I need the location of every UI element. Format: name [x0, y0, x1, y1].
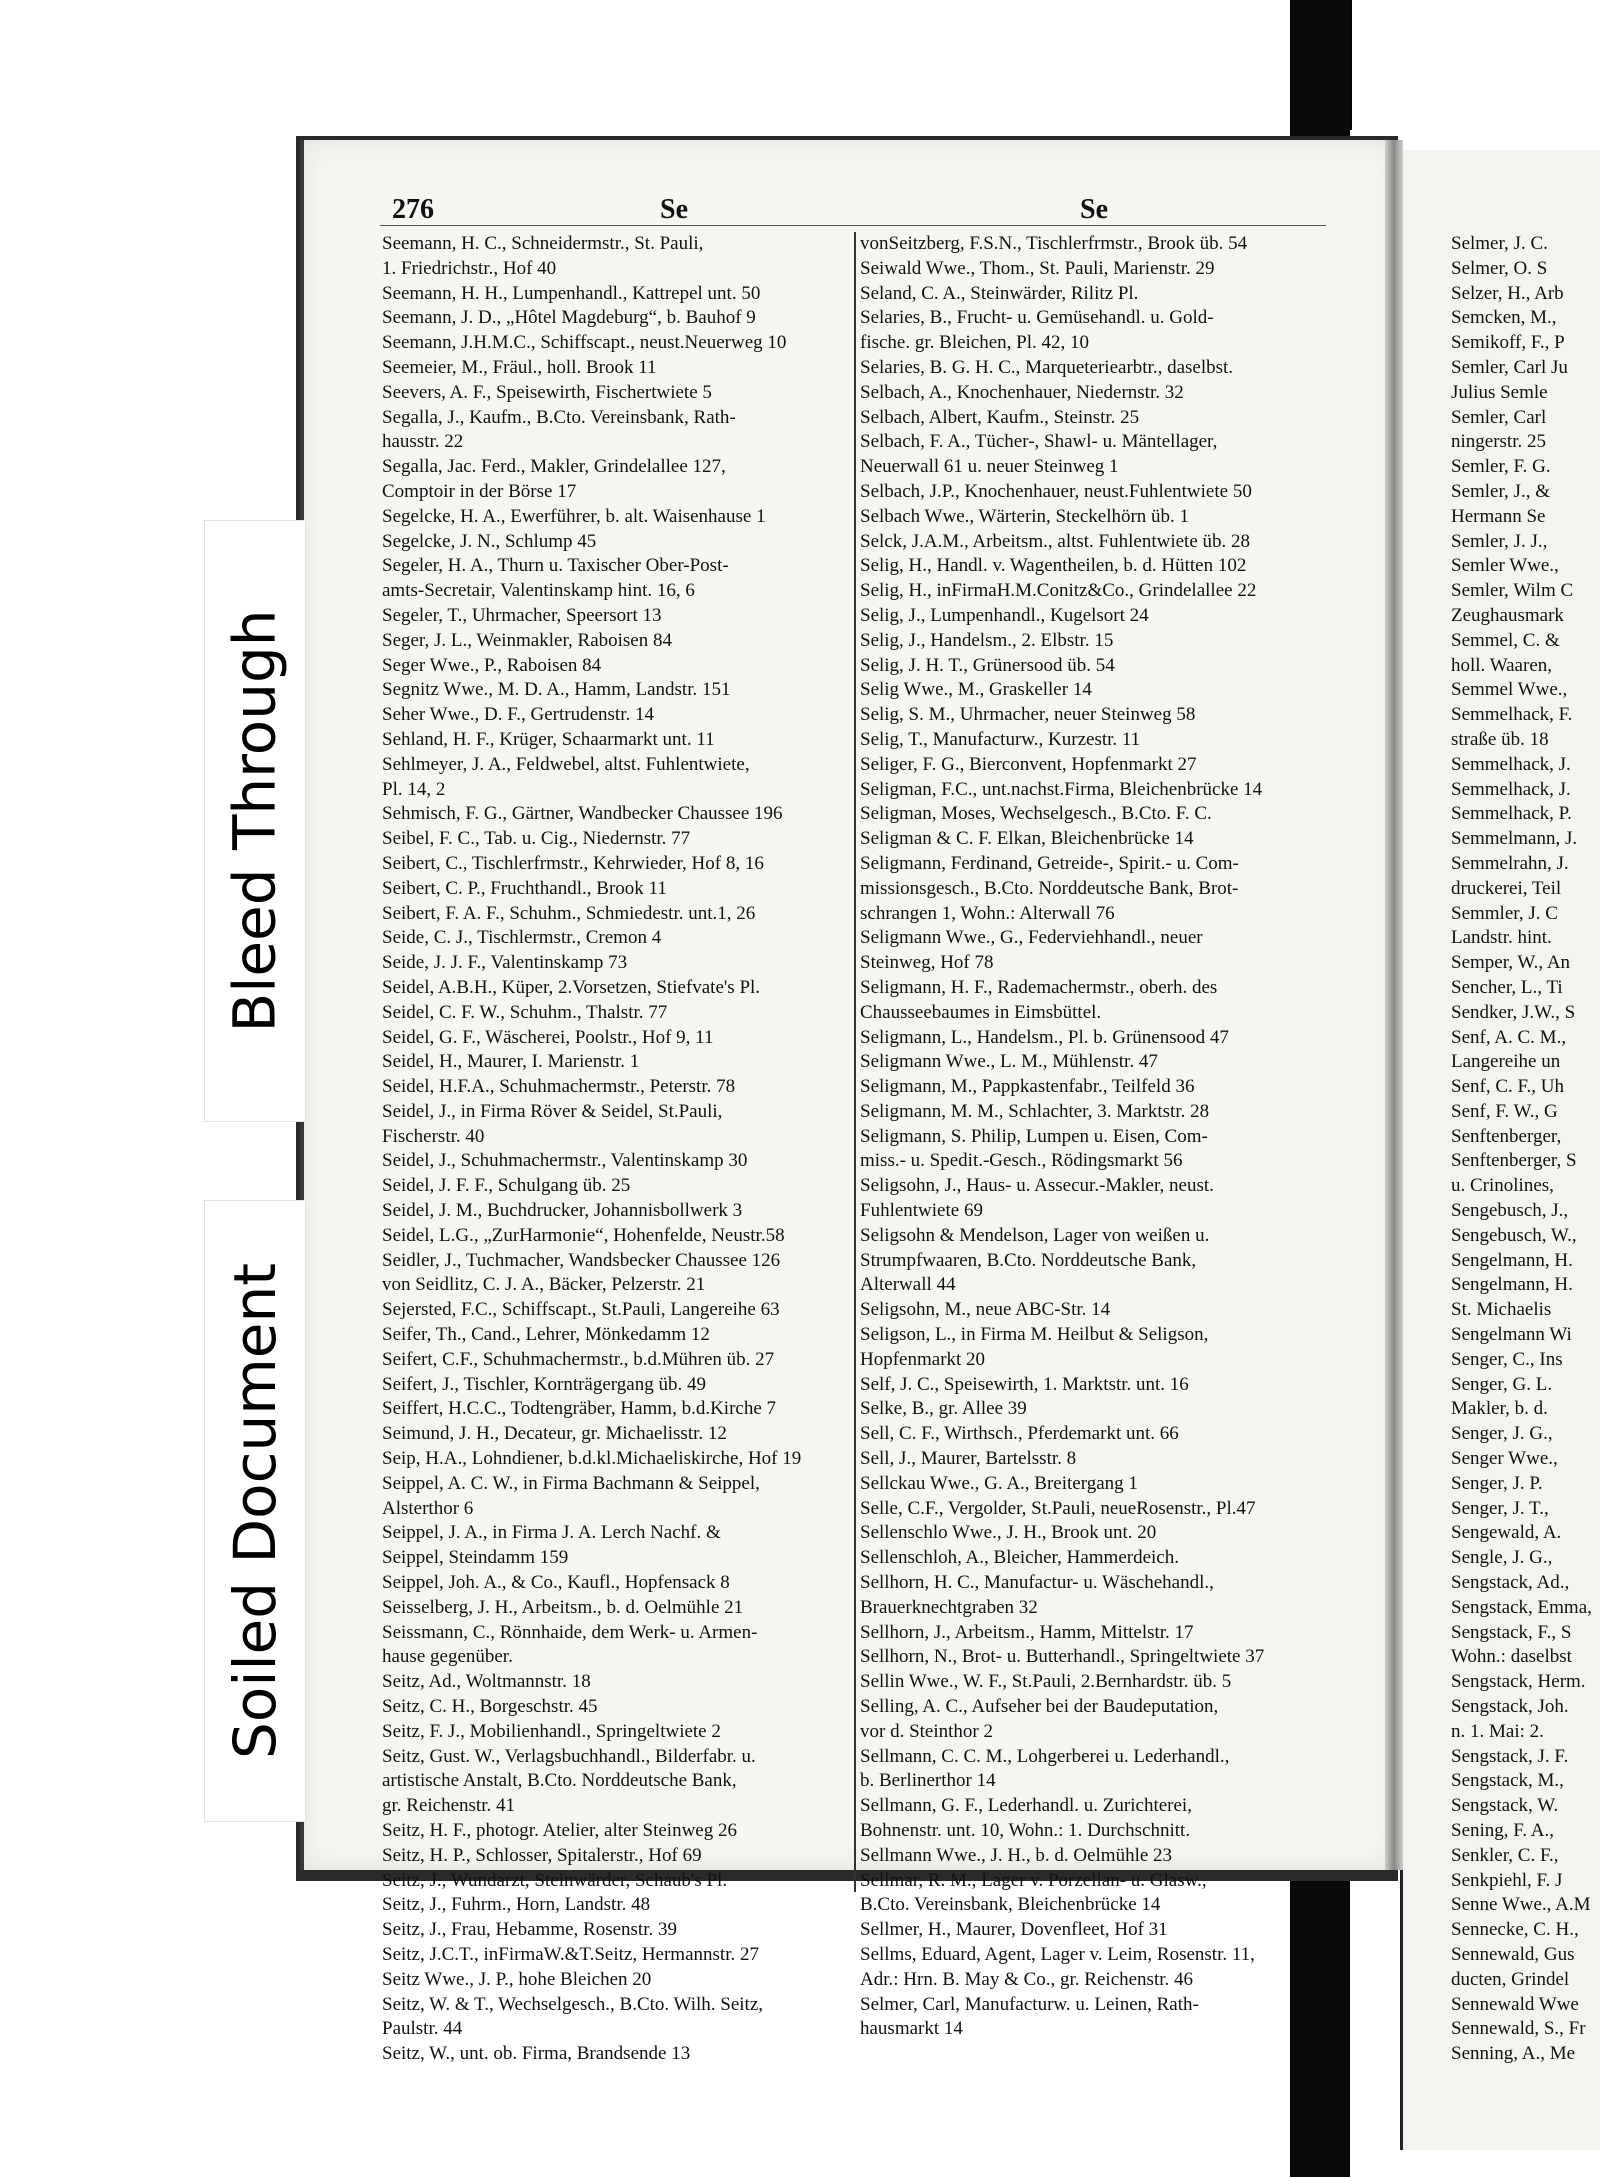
directory-entry-line: Semmelhack, J.	[1451, 778, 1571, 800]
directory-entry-line: Seevers, A. F., Speisewirth, Fischertwiete 5	[382, 381, 712, 403]
directory-entry-line: Seide, C. J., Tischlermstr., Cremon 4	[382, 927, 662, 949]
directory-entry-line: Semmelhack, J.	[1451, 753, 1571, 775]
directory-entry-line: Makler, b. d.	[1451, 1398, 1548, 1420]
directory-entry-line: Seimund, J. H., Decateur, gr. Michaelisstr. 12	[382, 1423, 727, 1445]
directory-entry-line: Seemeier, M., Fräul., holl. Brook 11	[382, 356, 657, 378]
directory-entry-line: Neuerwall 61 u. neuer Steinweg 1	[860, 456, 1119, 478]
directory-entry-line: Selig, J., Lumpenhandl., Kugelsort 24	[860, 604, 1149, 626]
directory-entry-line: Seitz, W., unt. ob. Firma, Brandsende 13	[382, 2043, 691, 2065]
directory-entry-line: Seligmann, H. F., Rademachermstr., oberh. des	[860, 976, 1218, 998]
directory-entry-line: Seidel, J., in Firma Röver & Seidel, St.Pauli,	[382, 1100, 723, 1122]
directory-entry-line: Seip, H.A., Lohndiener, b.d.kl.Michaeliskirche, Hof 19	[382, 1448, 802, 1470]
directory-entry-line: Seidel, G. F., Wäscherei, Poolstr., Hof 9, 11	[382, 1026, 714, 1048]
page-number: 276	[392, 194, 434, 225]
directory-entry-line: Seitz, J., Frau, Hebamme, Rosenstr. 39	[382, 1919, 677, 1941]
directory-entry-line: Sellms, Eduard, Agent, Lager v. Leim, Rosenstr. 11,	[860, 1943, 1255, 1965]
directory-entry-line: Sehmisch, F. G., Gärtner, Wandbecker Chaussee 196	[382, 803, 783, 825]
directory-entry-line: Sengelmann, H.	[1451, 1274, 1573, 1296]
directory-entry-line: Sell, C. F., Wirthsch., Pferdemarkt unt. 66	[860, 1423, 1179, 1445]
directory-entry-line: Seitz, J., Wundarzt, Steinwärder, Schaub's Pl.	[382, 1869, 728, 1891]
directory-entry-line: Zeughausmark	[1451, 604, 1564, 626]
directory-entry-line: Senger, C., Ins	[1451, 1348, 1563, 1370]
directory-entry-line: Senning, A., Me	[1451, 2043, 1576, 2065]
directory-entry-line: Seidel, J. F. F., Schulgang üb. 25	[382, 1175, 631, 1197]
directory-entry-line: Sengelmann Wi	[1451, 1324, 1572, 1346]
directory-entry-line: Sengle, J. G.,	[1451, 1547, 1553, 1569]
directory-entry-line: Sennewald Wwe	[1451, 1993, 1579, 2015]
directory-entry-line: Chausseebaumes in Eimsbüttel.	[860, 1001, 1102, 1023]
directory-entry-line: Selbach, Albert, Kaufm., Steinstr. 25	[860, 406, 1140, 428]
directory-entry-line: Selig, T., Manufacturw., Kurzestr. 11	[860, 728, 1141, 750]
directory-entry-line: Selbach, J.P., Knochenhauer, neust.Fuhlentwiete 50	[860, 480, 1252, 502]
directory-entry-line: missionsgesch., B.Cto. Norddeutsche Bank, Brot-	[860, 877, 1239, 899]
bleed-through-label	[204, 520, 306, 1122]
directory-entry-line: Sengstack, Emma,	[1451, 1596, 1592, 1618]
directory-entry-line: Senger, J. G.,	[1451, 1423, 1553, 1445]
directory-entry-line: Seitz, Ad., Woltmannstr. 18	[382, 1671, 591, 1693]
directory-entry-line: vonSeitzberg, F.S.N., Tischlerfrmstr., Brook üb. 54	[860, 233, 1248, 254]
directory-entry-line: artistische Anstalt, B.Cto. Norddeutsche Bank,	[382, 1770, 737, 1792]
directory-entry-line: hause gegenüber.	[382, 1646, 513, 1668]
directory-entry-line: schrangen 1, Wohn.: Alterwall 76	[860, 902, 1115, 924]
directory-entry-line: Selig, J., Handelsm., 2. Elbstr. 15	[860, 629, 1114, 651]
directory-entry-line: Sengstack, F., S	[1451, 1621, 1572, 1643]
directory-entry-line: Semmelmann, J.	[1451, 828, 1578, 850]
directory-entry-line: Selling, A. C., Aufseher bei der Baudeputation,	[860, 1696, 1219, 1718]
directory-entry-line: Segelcke, H. A., Ewerführer, b. alt. Waisenhause 1	[382, 505, 766, 527]
directory-entry-line: Selbach Wwe., Wärterin, Steckelhörn üb. 1	[860, 505, 1190, 527]
directory-entry-line: Sennewald, Gus	[1451, 1943, 1575, 1965]
directory-entry-line: ningerstr. 25	[1451, 431, 1546, 453]
directory-entry-line: Senf, A. C. M.,	[1451, 1026, 1567, 1048]
directory-entry-line: Seligmann, M. M., Schlachter, 3. Marktstr. 28	[860, 1100, 1210, 1122]
directory-entry-line: Senf, C. F., Uh	[1451, 1076, 1565, 1098]
middle-entries-column	[860, 232, 1322, 2042]
directory-entry-line: Seippel, Steindamm 159	[382, 1547, 569, 1569]
directory-entry-line: Sencher, L., Ti	[1451, 976, 1563, 998]
right-running-head: Se	[1080, 194, 1108, 225]
directory-entry-line: Seiwald Wwe., Thom., St. Pauli, Marienstr. 29	[860, 257, 1215, 279]
directory-entry-line: Semmelhack, P.	[1451, 803, 1572, 825]
directory-entry-line: Segeler, H. A., Thurn u. Taxischer Ober-Post-	[382, 555, 729, 577]
directory-entry-line: Sellmann, G. F., Lederhandl. u. Zurichterei,	[860, 1795, 1192, 1817]
directory-entry-line: Seligman, F.C., unt.nachst.Firma, Bleichenbrücke 14	[860, 778, 1263, 800]
left-entries-column	[382, 232, 850, 2067]
directory-entry-line: Seitz, H. P., Schlosser, Spitalerstr., Hof 69	[382, 1844, 702, 1866]
directory-entry-line: Segnitz Wwe., M. D. A., Hamm, Landstr. 151	[382, 679, 731, 701]
directory-entry-line: Comptoir in der Börse 17	[382, 480, 577, 502]
directory-entry-line: Selzer, H., Arb	[1451, 282, 1564, 304]
directory-entry-line: Seibert, C. P., Fruchthandl., Brook 11	[382, 877, 667, 899]
directory-entry-line: Selle, C.F., Vergolder, St.Pauli, neueRosenstr., Pl.47	[860, 1497, 1256, 1519]
directory-entry-line: Sennewald, S., Fr	[1451, 2018, 1586, 2040]
directory-entry-line: Seemann, H. C., Schneidermstr., St. Pauli,	[382, 233, 704, 254]
directory-entry-line: Adr.: Hrn. B. May & Co., gr. Reichenstr. 46	[860, 1968, 1194, 1990]
soiled-document-label	[204, 1200, 306, 1822]
directory-entry-line: vor d. Steinthor 2	[860, 1720, 993, 1742]
directory-entry-line: Hopfenmarkt 20	[860, 1348, 986, 1370]
directory-entry-line: Fuhlentwiete 69	[860, 1200, 983, 1222]
directory-entry-line: Selbach, F. A., Tücher-, Shawl- u. Mäntellager,	[860, 431, 1218, 453]
directory-entry-line: Segalla, J., Kaufm., B.Cto. Vereinsbank, Rath-	[382, 406, 736, 428]
directory-entry-line: Seger, J. L., Weinmakler, Raboisen 84	[382, 629, 672, 651]
directory-entry-line: Semmelhack, F.	[1451, 704, 1573, 726]
directory-entry-line: Sengelmann, H.	[1451, 1249, 1573, 1271]
directory-entry-line: Selke, B., gr. Allee 39	[860, 1398, 1027, 1420]
directory-entry-line: Paulstr. 44	[382, 2018, 463, 2040]
directory-entry-line: Senger, J. P.	[1451, 1472, 1543, 1494]
directory-entry-line: Seifert, J., Tischler, Kornträgergang üb. 49	[382, 1373, 706, 1395]
directory-entry-line: 1. Friedrichstr., Hof 40	[382, 257, 557, 279]
bleed-through-label-text: Bleed Through	[221, 609, 290, 1033]
directory-entry-line: Selig, J. H. T., Grünersood üb. 54	[860, 654, 1115, 676]
directory-entry-line: Semler, J. J.,	[1451, 530, 1548, 552]
directory-entry-line: Semper, W., An	[1451, 952, 1571, 974]
directory-entry-line: straße üb. 18	[1451, 728, 1549, 750]
directory-entry-line: Seitz, C. H., Borgeschstr. 45	[382, 1696, 598, 1718]
adjacent-page	[1400, 150, 1600, 2150]
soiled-document-label-text: Soiled Document	[221, 1263, 290, 1759]
directory-entry-line: Seemann, J. D., „Hôtel Magdeburg“, b. Bauhof 9	[382, 307, 756, 329]
directory-entry-line: Selmer, J. C.	[1451, 233, 1548, 254]
directory-entry-line: Sengewald, A.	[1451, 1522, 1562, 1544]
directory-entry-line: Sellhorn, N., Brot- u. Butterhandl., Springeltwiete 37	[860, 1646, 1265, 1668]
directory-entry-line: von Seidlitz, C. J. A., Bäcker, Pelzerstr. 21	[382, 1274, 706, 1296]
directory-entry-line: Selig Wwe., M., Graskeller 14	[860, 679, 1092, 701]
directory-entry-line: Segeler, T., Uhrmacher, Speersort 13	[382, 604, 662, 626]
directory-entry-line: Seliger, F. G., Bierconvent, Hopfenmarkt 27	[860, 753, 1197, 775]
directory-entry-line: Steinweg, Hof 78	[860, 952, 994, 974]
directory-entry-line: Seligmann Wwe., G., Federviehhandl., neuer	[860, 927, 1203, 949]
directory-entry-line: Sengstack, Herm.	[1451, 1671, 1586, 1693]
directory-entry-line: Seide, J. J. F., Valentinskamp 73	[382, 952, 628, 974]
directory-entry-line: Seligman & C. F. Elkan, Bleichenbrücke 14	[860, 828, 1194, 850]
directory-entry-line: Seitz, Gust. W., Verlagsbuchhandl., Bilderfabr. u.	[382, 1745, 756, 1767]
directory-entry-line: Segalla, Jac. Ferd., Makler, Grindelallee 127,	[382, 456, 726, 478]
directory-entry-line: ducten, Grindel	[1451, 1968, 1570, 1990]
directory-entry-line: Senftenberger,	[1451, 1125, 1562, 1147]
directory-entry-line: Strumpfwaaren, B.Cto. Norddeutsche Bank,	[860, 1249, 1197, 1271]
directory-entry-line: Sening, F. A.,	[1451, 1820, 1554, 1841]
directory-entry-line: gr. Reichenstr. 41	[382, 1795, 515, 1817]
directory-entry-line: Julius Semle	[1451, 381, 1548, 403]
directory-entry-line: Sellhorn, J., Arbeitsm., Hamm, Mittelstr. 17	[860, 1621, 1194, 1643]
directory-entry-line: hausstr. 22	[382, 431, 464, 453]
directory-entry-line: Langereihe un	[1451, 1051, 1561, 1073]
adjacent-page-column	[1451, 232, 1600, 2067]
left-running-head: Se	[660, 194, 688, 225]
directory-entry-line: Seidler, J., Tuchmacher, Wandsbecker Chaussee 126	[382, 1249, 781, 1271]
directory-entry-line: Sellhorn, H. C., Manufactur- u. Wäschehandl.,	[860, 1572, 1214, 1594]
book-gutter	[1385, 140, 1403, 1870]
directory-entry-line: Sellmann Wwe., J. H., b. d. Oelmühle 23	[860, 1844, 1173, 1866]
directory-entry-line: Sellmar, R. M., Lager v. Porzellan- u. Glasw.,	[860, 1869, 1207, 1891]
directory-entry-line: Sendker, J.W., S	[1451, 1001, 1576, 1023]
directory-entry-line: Seitz, F. J., Mobilienhandl., Springeltwiete 2	[382, 1720, 721, 1742]
directory-entry-line: Seippel, Joh. A., & Co., Kaufl., Hopfensack 8	[382, 1572, 730, 1594]
directory-entry-line: Seligsohn, M., neue ABC-Str. 14	[860, 1299, 1111, 1321]
directory-entry-line: Seligmann, M., Pappkastenfabr., Teilfeld 36	[860, 1076, 1195, 1098]
directory-entry-line: Selig, S. M., Uhrmacher, neuer Steinweg 58	[860, 704, 1196, 726]
directory-entry-line: fische. gr. Bleichen, Pl. 42, 10	[860, 332, 1090, 354]
directory-entry-line: Seemann, H. H., Lumpenhandl., Kattrepel unt. 50	[382, 282, 761, 304]
directory-entry-line: Senger, G. L.	[1451, 1373, 1553, 1395]
directory-entry-line: Seligmann, L., Handelsm., Pl. b. Grünensood 47	[860, 1026, 1229, 1048]
directory-entry-line: Seibert, C., Tischlerfrmstr., Kehrwieder, Hof 8, 16	[382, 852, 764, 874]
directory-entry-line: Senkler, C. F.,	[1451, 1844, 1559, 1866]
column-divider	[854, 232, 856, 1892]
directory-entry-line: Sellmann, C. C. M., Lohgerberei u. Lederhandl.,	[860, 1745, 1230, 1767]
directory-entry-line: Bohnenstr. unt. 10, Wohn.: 1. Durchschnitt.	[860, 1820, 1191, 1841]
directory-entry-line: Sengstack, J. F.	[1451, 1745, 1569, 1767]
directory-entry-line: Semler, J., &	[1451, 480, 1550, 502]
directory-entry-line: Seifer, Th., Cand., Lehrer, Mönkedamm 12	[382, 1324, 710, 1346]
directory-entry-line: Wohn.: daselbst	[1451, 1646, 1572, 1668]
directory-entry-line: Sengstack, Ad.,	[1451, 1572, 1570, 1594]
header-rule	[380, 225, 1326, 226]
directory-entry-line: Seidel, L.G., „ZurHarmonie“, Hohenfelde, Neustr.58	[382, 1224, 785, 1246]
directory-entry-line: B.Cto. Vereinsbank, Bleichenbrücke 14	[860, 1894, 1161, 1916]
directory-entry-line: Selck, J.A.M., Arbeitsm., altst. Fuhlentwiete üb. 28	[860, 530, 1251, 552]
directory-entry-line: Sellenschlo Wwe., J. H., Brook unt. 20	[860, 1522, 1157, 1544]
directory-entry-line: Senftenberger, S	[1451, 1150, 1577, 1172]
directory-entry-line: Seippel, J. A., in Firma J. A. Lerch Nachf. &	[382, 1522, 721, 1544]
directory-entry-line: Semler Wwe.,	[1451, 555, 1559, 577]
directory-entry-line: Sengebusch, W.,	[1451, 1224, 1577, 1246]
directory-entry-line: Seland, C. A., Steinwärder, Rilitz Pl.	[860, 282, 1139, 304]
directory-entry-line: Selig, H., inFirmaH.M.Conitz&Co., Grindelallee 22	[860, 580, 1257, 602]
directory-entry-line: Semikoff, F., P	[1451, 332, 1565, 354]
directory-entry-line: Seidel, C. F. W., Schuhm., Thalstr. 77	[382, 1001, 668, 1023]
directory-entry-line: Seippel, A. C. W., in Firma Bachmann & Seippel,	[382, 1472, 760, 1494]
directory-entry-line: Senne Wwe., A.M	[1451, 1894, 1591, 1916]
directory-entry-line: Brauerknechtgraben 32	[860, 1596, 1038, 1618]
directory-entry-line: Fischerstr. 40	[382, 1125, 485, 1147]
directory-entry-line: Sehlmeyer, J. A., Feldwebel, altst. Fuhlentwiete,	[382, 753, 750, 775]
directory-entry-line: Seligman, Moses, Wechselgesch., B.Cto. F. C.	[860, 803, 1212, 825]
directory-entry-line: Hermann Se	[1451, 505, 1546, 527]
directory-entry-line: Sengstack, M.,	[1451, 1770, 1564, 1792]
directory-entry-line: Sengstack, Joh.	[1451, 1696, 1569, 1718]
directory-entry-line: Senf, F. W., G	[1451, 1100, 1558, 1122]
directory-entry-line: Semler, F. G.	[1451, 456, 1551, 478]
directory-entry-line: Semmelrahn, J.	[1451, 852, 1569, 874]
directory-entry-line: Selaries, B., Frucht- u. Gemüsehandl. u. Gold-	[860, 307, 1214, 329]
directory-entry-line: Seligson, L., in Firma M. Heilbut & Seligson,	[860, 1324, 1209, 1346]
directory-entry-line: Sejersted, F.C., Schiffscapt., St.Pauli, Langereihe 63	[382, 1299, 780, 1321]
directory-entry-line: druckerei, Teil	[1451, 877, 1562, 899]
directory-entry-line: Seibert, F. A. F., Schuhm., Schmiedestr. unt.1, 26	[382, 902, 756, 924]
directory-entry-line: Alterwall 44	[860, 1274, 956, 1296]
directory-entry-line: Senger Wwe.,	[1451, 1448, 1558, 1470]
directory-entry-line: Selaries, B. G. H. C., Marqueteriearbtr., daselbst.	[860, 356, 1234, 378]
directory-entry-line: Seidel, H.F.A., Schuhmachermstr., Peterstr. 78	[382, 1076, 736, 1098]
directory-entry-line: Sellenschloh, A., Bleicher, Hammerdeich.	[860, 1547, 1179, 1569]
directory-entry-line: Sellin Wwe., W. F., St.Pauli, 2.Bernhardstr. üb. 5	[860, 1671, 1232, 1693]
directory-entry-line: Selig, H., Handl. v. Wagentheilen, b. d. Hütten 102	[860, 555, 1247, 577]
directory-entry-line: Sehland, H. F., Krüger, Schaarmarkt unt. 11	[382, 728, 715, 750]
directory-entry-line: Semcken, M.,	[1451, 307, 1557, 329]
directory-entry-line: Self, J. C., Speisewirth, 1. Marktstr. unt. 16	[860, 1373, 1189, 1395]
directory-entry-line: Seemann, J.H.M.C., Schiffscapt., neust.Neuerweg 10	[382, 332, 787, 354]
directory-entry-line: Sellmer, H., Maurer, Dovenfleet, Hof 31	[860, 1919, 1168, 1941]
directory-entry-line: Landstr. hint.	[1451, 927, 1552, 949]
directory-entry-line: Semmel, C. &	[1451, 629, 1560, 651]
directory-entry-line: Selmer, O. S	[1451, 257, 1548, 279]
directory-entry-line: Seitz, H. F., photogr. Atelier, alter Steinweg 26	[382, 1820, 737, 1841]
directory-entry-line: Seligmann Wwe., L. M., Mühlenstr. 47	[860, 1051, 1158, 1073]
directory-entry-line: Semler, Carl	[1451, 406, 1547, 428]
directory-entry-line: Segelcke, J. N., Schlump 45	[382, 530, 597, 552]
directory-entry-line: Seitz Wwe., J. P., hohe Bleichen 20	[382, 1968, 652, 1990]
directory-entry-line: Seligmann, Ferdinand, Getreide-, Spirit.- u. Com-	[860, 852, 1239, 874]
directory-entry-line: Sellckau Wwe., G. A., Breitergang 1	[860, 1472, 1138, 1494]
directory-entry-line: Selmer, Carl, Manufacturw. u. Leinen, Rath-	[860, 1993, 1199, 2015]
directory-entry-line: St. Michaelis	[1451, 1299, 1552, 1321]
directory-entry-line: Seher Wwe., D. F., Gertrudenstr. 14	[382, 704, 654, 726]
directory-entry-line: Sennecke, C. H.,	[1451, 1919, 1579, 1941]
directory-entry-line: Seitz, J.C.T., inFirmaW.&T.Seitz, Hermannstr. 27	[382, 1943, 759, 1965]
directory-entry-line: Seissmann, C., Rönnhaide, dem Werk- u. Armen-	[382, 1621, 758, 1643]
directory-entry-line: Alsterthor 6	[382, 1497, 474, 1519]
directory-entry-line: Seibel, F. C., Tab. u. Cig., Niedernstr. 77	[382, 828, 691, 850]
directory-entry-line: Seidel, J., Schuhmachermstr., Valentinskamp 30	[382, 1150, 748, 1172]
directory-entry-line: Seitz, J., Fuhrm., Horn, Landstr. 48	[382, 1894, 651, 1916]
directory-entry-line: Seidel, A.B.H., Küper, 2.Vorsetzen, Stiefvate's Pl.	[382, 976, 761, 998]
directory-entry-line: amts-Secretair, Valentinskamp hint. 16, 6	[382, 580, 695, 602]
directory-entry-line: Sengebusch, J.,	[1451, 1200, 1569, 1222]
directory-entry-line: Sell, J., Maurer, Bartelsstr. 8	[860, 1448, 1077, 1470]
directory-entry-line: Seidel, H., Maurer, I. Marienstr. 1	[382, 1051, 640, 1073]
directory-entry-line: Pl. 14, 2	[382, 778, 446, 800]
directory-entry-line: Seifert, C.F., Schuhmachermstr., b.d.Mühren üb. 27	[382, 1348, 775, 1370]
directory-entry-line: Seger Wwe., P., Raboisen 84	[382, 654, 602, 676]
directory-entry-line: Sengstack, W.	[1451, 1795, 1559, 1817]
directory-entry-line: n. 1. Mai: 2.	[1451, 1720, 1544, 1742]
directory-entry-line: holl. Waaren,	[1451, 654, 1553, 676]
directory-entry-line: miss.- u. Spedit.-Gesch., Rödingsmarkt 56	[860, 1150, 1183, 1172]
directory-entry-line: Seidel, J. M., Buchdrucker, Johannisbollwerk 3	[382, 1200, 743, 1222]
directory-entry-line: Seiffert, H.C.C., Todtengräber, Hamm, b.d.Kirche 7	[382, 1398, 777, 1420]
directory-entry-line: Selbach, A., Knochenhauer, Niedernstr. 32	[860, 381, 1184, 403]
directory-entry-line: Seitz, W. & T., Wechselgesch., B.Cto. Wilh. Seitz,	[382, 1993, 764, 2015]
directory-entry-line: Seligmann, S. Philip, Lumpen u. Eisen, Com-	[860, 1125, 1208, 1147]
directory-entry-line: Seligsohn, J., Haus- u. Assecur.-Makler, neust.	[860, 1175, 1214, 1197]
directory-entry-line: Semmel Wwe.,	[1451, 679, 1568, 701]
directory-entry-line: hausmarkt 14	[860, 2018, 963, 2040]
directory-entry-line: Senger, J. T.,	[1451, 1497, 1549, 1519]
directory-entry-line: Semmler, J. C	[1451, 902, 1558, 924]
directory-entry-line: u. Crinolines,	[1451, 1175, 1554, 1197]
directory-entry-line: Seligsohn & Mendelson, Lager von weißen u.	[860, 1224, 1210, 1246]
directory-entry-line: b. Berlinerthor 14	[860, 1770, 996, 1792]
directory-entry-line: Semler, Wilm C	[1451, 580, 1574, 602]
directory-entry-line: Senkpiehl, F. J	[1451, 1869, 1563, 1891]
directory-entry-line: Seisselberg, J. H., Arbeitsm., b. d. Oelmühle 21	[382, 1596, 744, 1618]
directory-entry-line: Semler, Carl Ju	[1451, 356, 1568, 378]
